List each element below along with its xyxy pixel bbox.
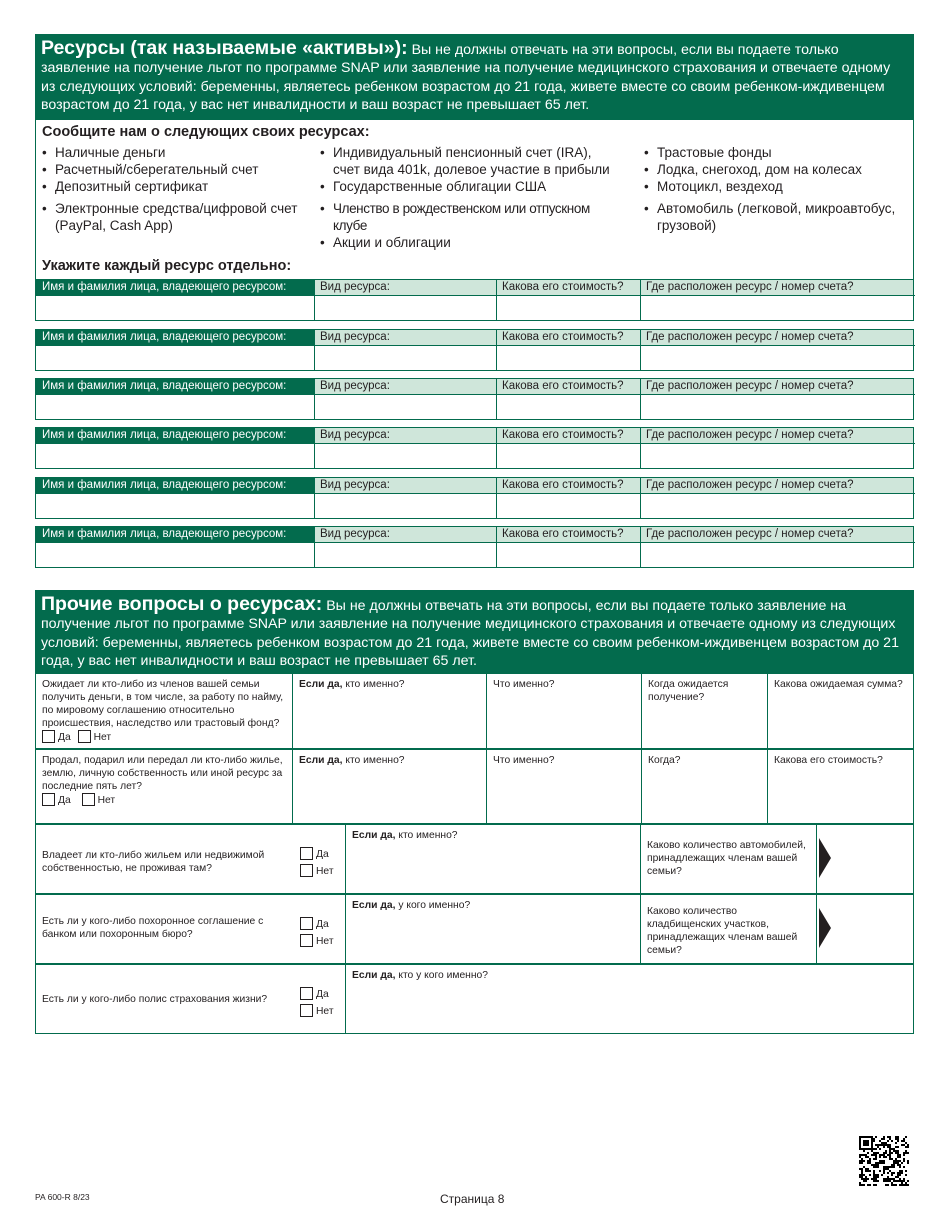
list-item: • Членство в рождественском или отпускном клубе [320, 200, 620, 234]
no-label: Нет [316, 936, 334, 947]
yes-no-group [294, 912, 344, 963]
resource-table [35, 329, 914, 371]
resource-list-col-3 [644, 144, 912, 234]
resource-location-input[interactable] [640, 295, 915, 320]
no-label: Нет [97, 795, 116, 806]
resource-table [35, 378, 914, 420]
resource-owner-label: Имя и фамилия лица, владеющего ресурсом: [36, 527, 314, 542]
list-item: • Депозитный сертификат [42, 178, 312, 195]
field-label: Что именно? [493, 755, 555, 766]
who-field[interactable] [346, 965, 914, 1033]
list-item: • Наличные деньги [42, 144, 312, 161]
resource-type-input[interactable] [314, 443, 496, 468]
no-checkbox[interactable] [300, 934, 313, 947]
field-label: Что именно? [493, 679, 555, 690]
resource-owner-label: Имя и фамилия лица, владеющего ресурсом: [36, 330, 314, 345]
resource-location-input[interactable] [640, 394, 915, 419]
other-resources-intro: Вы не должны отвечать на эти вопросы, если вы подаете только заявление на получение льгот по программе SNAP или заявление на получение медицинского страхования и отвечаете одному из следующих условий: беременны, являетесь ребенком возрастом до 21 года, живете вместе со своим ребенком-иждивенцем возрастом до 21 года, у вас нет инвалидности и ваш возраст не превышает 65 лет. [41, 598, 899, 670]
list-item: • Акции и облигации [320, 234, 620, 251]
other-resources-title: Прочие вопросы о ресурсах: [41, 593, 323, 615]
resource-owner-label: Имя и фамилия лица, владеющего ресурсом: [36, 379, 314, 394]
list-item: • Автомобиль (легковой, микроавтобус, грузовой) [644, 200, 912, 234]
resource-type-input[interactable] [314, 345, 496, 370]
field-label: Когда? [648, 755, 681, 766]
amount-field[interactable] [768, 674, 914, 748]
question-cell [36, 674, 292, 748]
resources-header [35, 34, 914, 120]
resource-list-col-2 [320, 144, 620, 251]
resource-value-label: Какова его стоимость? [502, 281, 624, 293]
if-yes-label: Если да, [299, 755, 343, 766]
yes-label: Да [58, 732, 71, 743]
yes-checkbox[interactable] [42, 730, 55, 743]
field-label: кто именно? [398, 830, 458, 841]
if-yes-label: Если да, [352, 830, 396, 841]
if-yes-label: Если да, [299, 679, 343, 690]
resource-value-label: Какова его стоимость? [502, 479, 624, 491]
resource-value-label: Какова его стоимость? [502, 331, 624, 343]
resource-value-input[interactable] [496, 493, 640, 518]
yes-label: Да [58, 795, 71, 806]
field-label: кто именно? [345, 679, 405, 690]
burial-plot-count-label: Каково количество кладбищенских участков, принадлежащих членам вашей семьи? [647, 906, 798, 956]
no-label: Нет [316, 866, 334, 877]
resource-owner-label: Имя и фамилия лица, владеющего ресурсом: [36, 478, 314, 493]
list-item: • Мотоцикл, вездеход [644, 178, 912, 195]
resource-owner-input[interactable] [36, 542, 314, 567]
resource-value-input[interactable] [496, 394, 640, 419]
field-label: Когда ожидается получение? [648, 679, 729, 703]
resources-intro: Вы не должны отвечать на эти вопросы, если вы подаете только заявление на получение льгот по программе SNAP или заявление на получение медицинского страхования и отвечаете одному из следующих условий: беременны, являетесь ребенком возрастом до 21 года, живете вместе со своим ребенком-иждивенцем возрастом до 21 года, у вас нет инвалидности и ваш возраст не превышает 65 лет. [41, 42, 891, 114]
resource-owner-label: Имя и фамилия лица, владеющего ресурсом: [36, 428, 314, 443]
yes-checkbox[interactable] [300, 847, 313, 860]
resource-owner-input[interactable] [36, 345, 314, 370]
what-field[interactable] [487, 750, 641, 823]
resource-location-label: Где расположен ресурс / номер счета? [646, 281, 854, 293]
field-label: кто у кого именно? [398, 970, 488, 981]
list-item: • Электронные средства/цифровой счет (PayPal, Cash App) [42, 200, 312, 234]
resource-location-input[interactable] [640, 542, 915, 567]
question-row-real-estate [35, 824, 914, 894]
list-item: • Государственные облигации США [320, 178, 620, 195]
question-row-expected-money [35, 674, 914, 749]
no-checkbox[interactable] [300, 864, 313, 877]
list-item: • Индивидуальный пенсионный счет (IRA), счет вида 401k, долевое участие в прибыли [320, 144, 620, 178]
yes-no-group [294, 842, 344, 893]
resource-value-input[interactable] [496, 443, 640, 468]
question-row-burial-agreement [35, 894, 914, 964]
resource-type-label: Вид ресурса: [320, 380, 390, 392]
tell-us-heading: Сообщите нам о следующих своих ресурсах: [42, 124, 370, 140]
if-yes-label: Если да, [352, 970, 396, 981]
vehicle-count-label: Каково количество автомобилей, принадлежащих членам вашей семьи? [647, 840, 806, 877]
resource-location-input[interactable] [640, 345, 915, 370]
resource-type-label: Вид ресурса: [320, 479, 390, 491]
who-field[interactable] [346, 825, 640, 893]
other-resources-header [35, 590, 914, 674]
resource-location-label: Где расположен ресурс / номер счета? [646, 380, 854, 392]
resource-type-label: Вид ресурса: [320, 528, 390, 540]
field-label: Какова ожидаемая сумма? [774, 679, 903, 690]
resource-list-col-1 [42, 144, 312, 234]
question-text: Есть ли у кого-либо похоронное соглашение с банком или похоронным бюро? [42, 916, 264, 940]
resource-value-label: Какова его стоимость? [502, 528, 624, 540]
resource-type-label: Вид ресурса: [320, 429, 390, 441]
no-checkbox[interactable] [82, 793, 95, 806]
no-label: Нет [316, 1006, 334, 1017]
question-row-life-insurance [35, 964, 914, 1034]
resource-type-input[interactable] [314, 295, 496, 320]
page-number: Страница 8 [440, 1192, 505, 1206]
resource-location-label: Где расположен ресурс / номер счета? [646, 331, 854, 343]
who-field[interactable] [293, 750, 486, 823]
field-label: у кого именно? [398, 900, 471, 911]
no-label: Нет [93, 732, 112, 743]
who-field[interactable] [346, 895, 640, 963]
when-field[interactable] [642, 674, 767, 748]
resource-location-input[interactable] [640, 443, 915, 468]
burial-plot-count-field[interactable] [817, 895, 914, 963]
resource-type-input[interactable] [314, 542, 496, 567]
list-each-heading: Укажите каждый ресурс отдельно: [42, 258, 292, 274]
resource-table [35, 279, 914, 321]
yes-no-group [294, 982, 344, 1033]
resource-owner-label: Имя и фамилия лица, владеющего ресурсом: [36, 280, 314, 295]
resource-type-input[interactable] [314, 394, 496, 419]
when-field[interactable] [642, 750, 767, 823]
resource-table [35, 427, 914, 469]
barcode-icon [859, 1136, 909, 1186]
resources-title: Ресурсы (так называемые «активы»): [41, 37, 408, 59]
resource-location-label: Где расположен ресурс / номер счета? [646, 528, 854, 540]
resource-table [35, 526, 914, 568]
resource-location-label: Где расположен ресурс / номер счета? [646, 479, 854, 491]
question-row-transferred-property [35, 749, 914, 824]
yes-label: Да [316, 989, 329, 1000]
resource-value-input[interactable] [496, 542, 640, 567]
what-field[interactable] [487, 674, 641, 748]
yes-label: Да [316, 919, 329, 930]
question-text: Есть ли у кого-либо полис страхования жизни? [42, 994, 268, 1005]
arrow-right-icon [819, 838, 831, 878]
resource-owner-input[interactable] [36, 493, 314, 518]
list-item: • Лодка, снегоход, дом на колесах [644, 161, 912, 178]
yes-label: Да [316, 849, 329, 860]
resource-owner-input[interactable] [36, 295, 314, 320]
field-label: кто именно? [345, 755, 405, 766]
yes-checkbox[interactable] [300, 987, 313, 1000]
question-text: Владеет ли кто-либо жильем или недвижимой собственностью, не проживая там? [42, 850, 265, 874]
question-text: Ожидает ли кто-либо из членов вашей семьи получить деньги, в том числе, за работу по найму, по мировому соглашению относительно происшествия, наследство или трастовый фонд? [42, 679, 284, 729]
yes-checkbox[interactable] [300, 917, 313, 930]
resource-type-label: Вид ресурса: [320, 281, 390, 293]
resource-value-input[interactable] [496, 295, 640, 320]
question-text: Продал, подарил или передал ли кто-либо жилье, землю, личную собственность или иной ресурс за последние пять лет? [42, 755, 283, 792]
arrow-right-icon [819, 908, 831, 948]
resource-table [35, 477, 914, 519]
no-checkbox[interactable] [300, 1004, 313, 1017]
vehicle-count-field[interactable] [817, 825, 914, 893]
who-field[interactable] [293, 674, 486, 748]
resource-value-input[interactable] [496, 345, 640, 370]
yes-checkbox[interactable] [42, 793, 55, 806]
resource-type-input[interactable] [314, 493, 496, 518]
resource-location-input[interactable] [640, 493, 915, 518]
resource-type-label: Вид ресурса: [320, 331, 390, 343]
resource-location-label: Где расположен ресурс / номер счета? [646, 429, 854, 441]
resource-owner-input[interactable] [36, 443, 314, 468]
field-label: Какова его стоимость? [774, 755, 883, 766]
list-item: • Трастовые фонды [644, 144, 912, 161]
value-field[interactable] [768, 750, 914, 823]
resource-value-label: Какова его стоимость? [502, 429, 624, 441]
question-cell [36, 750, 292, 823]
if-yes-label: Если да, [352, 900, 396, 911]
resources-list-panel [35, 120, 914, 280]
form-number: PA 600-R 8/23 [35, 1192, 90, 1202]
resource-value-label: Какова его стоимость? [502, 380, 624, 392]
resource-owner-input[interactable] [36, 394, 314, 419]
list-item: • Расчетный/сберегательный счет [42, 161, 312, 178]
no-checkbox[interactable] [78, 730, 91, 743]
